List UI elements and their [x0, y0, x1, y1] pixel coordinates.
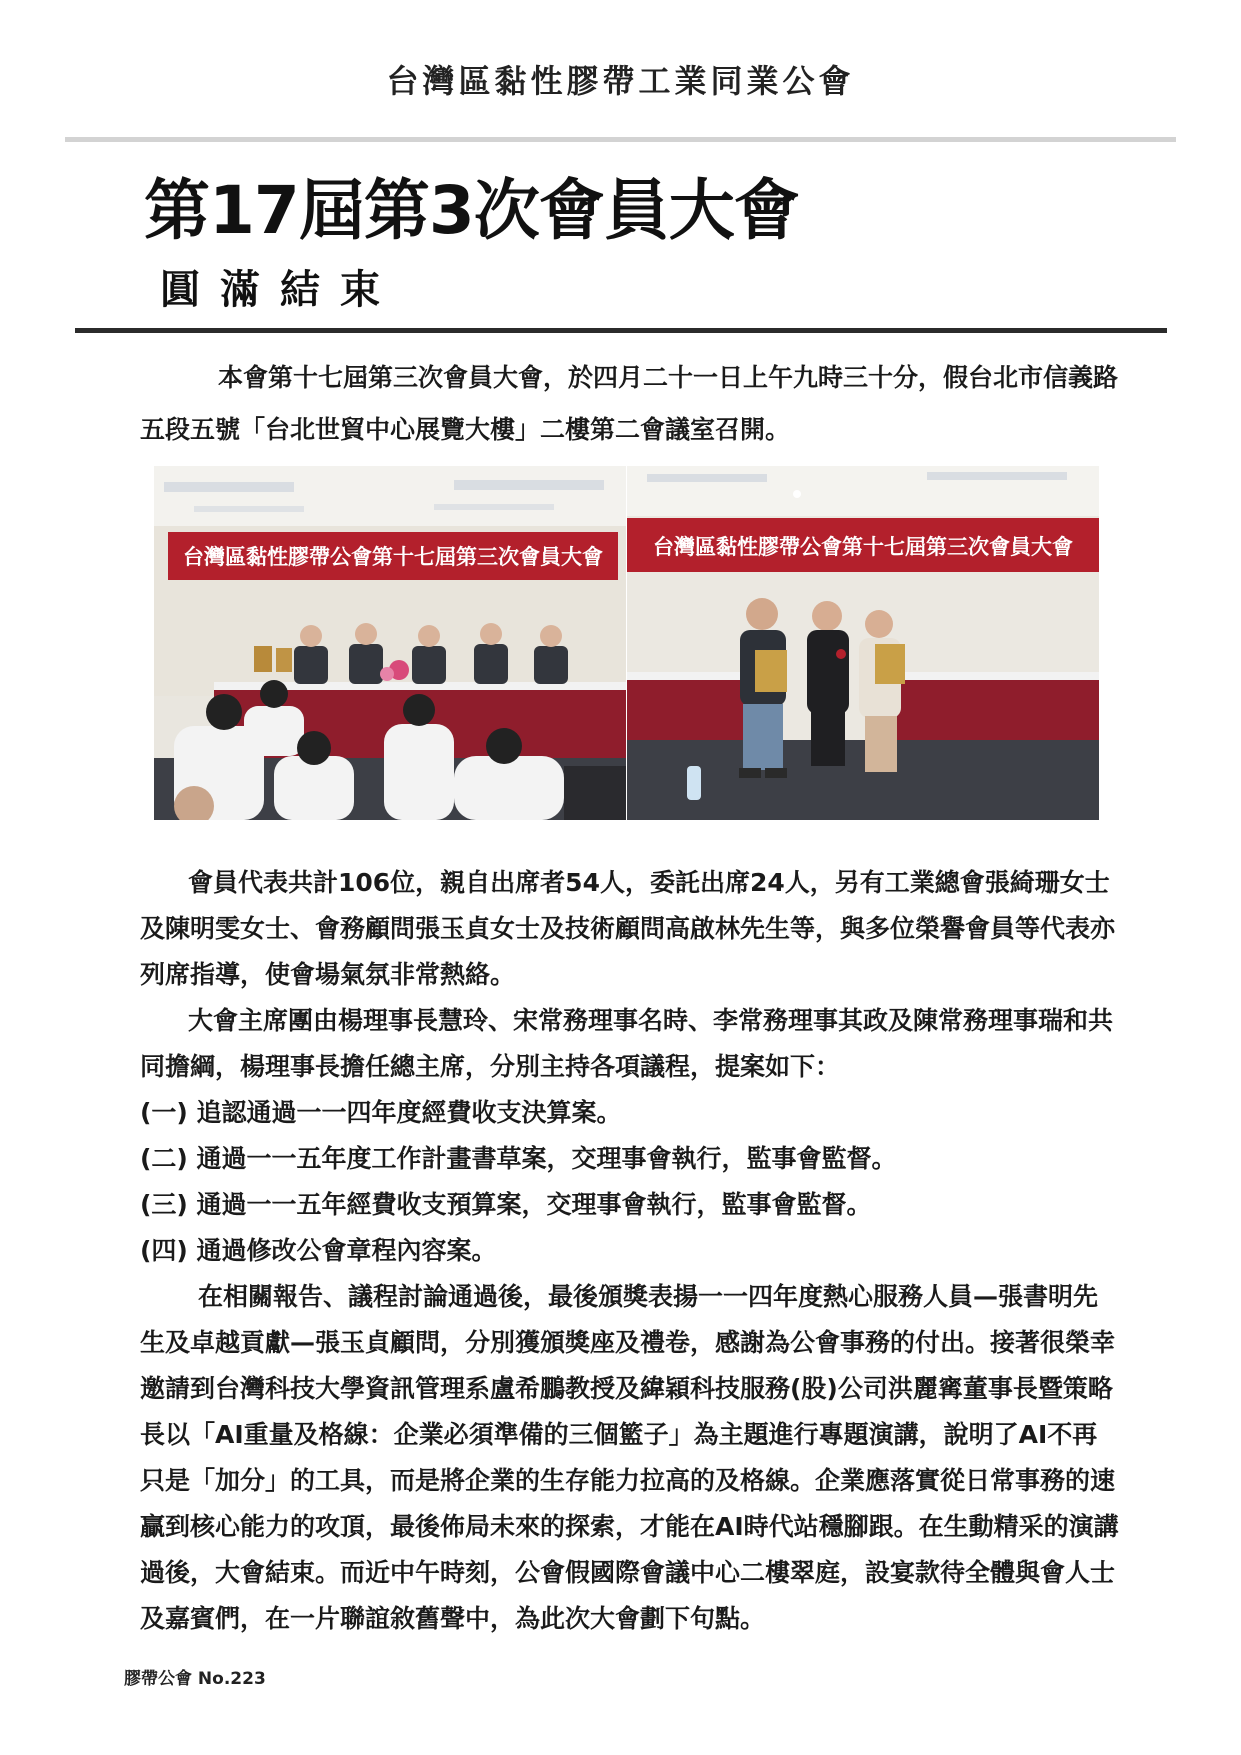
header-divider: [65, 137, 1176, 142]
photo-row: [154, 466, 1099, 820]
award-ceremony-photo: [627, 466, 1099, 820]
publication-footer: 膠帶公會 No.223: [124, 1669, 266, 1689]
awards-paragraph: 在相關報告、議程討論通過後，最後頒獎表揚一一四年度熱心服務人員—張書明先生及卓越貢獻—張玉貞顧問，分別獲頒獎座及禮卷，感謝為公會事務的付出。接著很榮幸邀請到台灣科技大學資訊管理系盧希鵬教授及緯穎科技服務(股)公司洪麗寗董事長暨策略長以「AI重量及格線：企業必須準備的三個籃子」為主題進行專題演講，說明了AI不再只是「加分」的工具，而是將企業的生存能力拉高的及格線。企業應落實從日常事務的速贏到核心能力的攻頂，最後佈局未來的探索，才能在AI時代站穩腳跟。在生動精采的演講過後，大會結束。而近中午時刻，公會假國際會議中心二樓翠庭，設宴款待全體與會人士及嘉賓們，在一片聯誼敘舊聲中，為此次大會劃下句點。: [140, 1282, 1119, 1633]
article-subtitle: 圓滿結束: [160, 267, 400, 313]
proposal-item: (四) 通過修改公會章程內容案。: [140, 1236, 497, 1265]
association-header: 台灣區黏性膠帶工業同業公會: [386, 62, 855, 100]
right-banner-text: 台灣區黏性膠帶公會第十七屆第三次會員大會: [653, 534, 1073, 559]
proposal-item: (三) 通過一一五年經費收支預算案，交理事會執行，監事會監督。: [140, 1190, 872, 1219]
article-title: 第17屆第3次會員大會: [144, 172, 799, 249]
left-banner-text: 台灣區黏性膠帶公會第十七屆第三次會員大會: [183, 544, 603, 569]
intro-paragraph: 本會第十七屆第三次會員大會，於四月二十一日上午九時三十分，假台北市信義路五段五號「台北世貿中心展覽大樓」二樓第二會議室召開。: [140, 363, 1119, 444]
title-divider: [75, 328, 1167, 333]
proposal-item: (一) 追認通過一一四年度經費收支決算案。: [140, 1098, 622, 1127]
proposal-list: [140, 1090, 1120, 1274]
members-paragraph: 會員代表共計106位，親自出席者54人，委託出席24人，另有工業總會張綺珊女士及陳明雯女士、會務顧問張玉貞女士及技術顧問高啟林先生等，與多位榮譽會員等代表亦列席指導，使會場氣氛非常熱絡。: [140, 868, 1116, 989]
proposal-item: (二) 通過一一五年度工作計畫書草案，交理事會執行，監事會監督。: [140, 1144, 897, 1173]
meeting-hall-photo: [154, 466, 626, 820]
chair-paragraph: 大會主席團由楊理事長慧玲、宋常務理事名時、李常務理事其政及陳常務理事瑞和共同擔綱，楊理事長擔任總主席，分別主持各項議程，提案如下：: [140, 1006, 1114, 1081]
